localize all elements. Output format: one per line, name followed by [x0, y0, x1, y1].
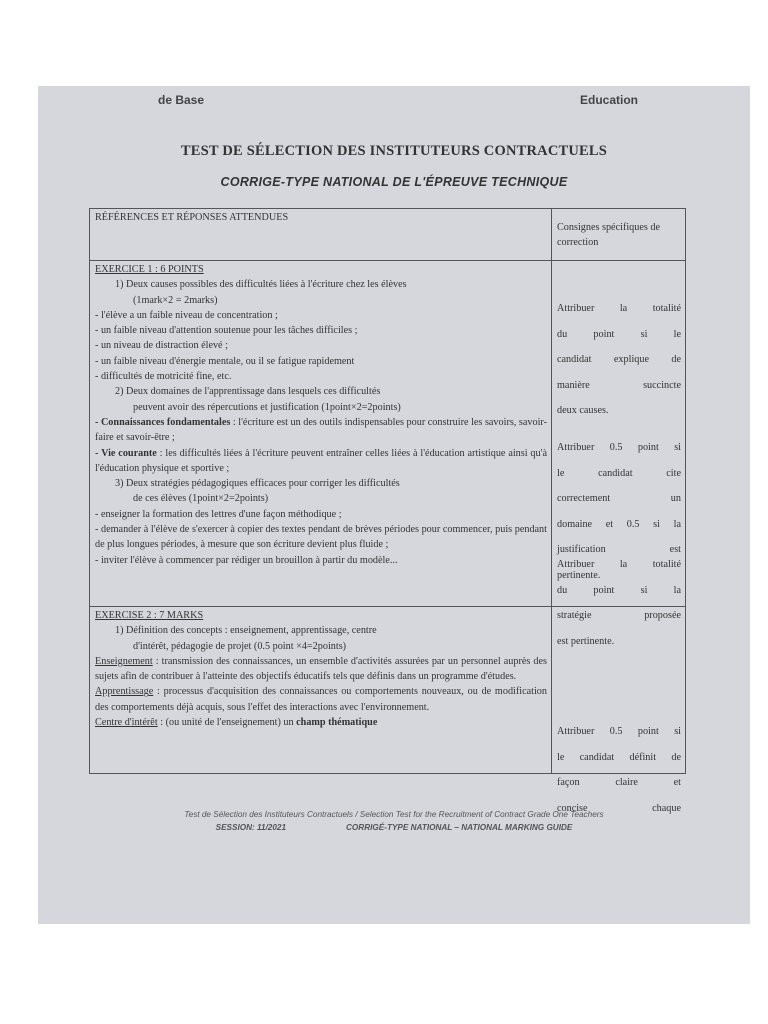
ex1-strategy-3: - inviter l'élève à commencer par rédiger un brouillon à partir du modèle... [95, 554, 398, 566]
consigne-line: du point si le [557, 328, 681, 340]
consigne-line: Attribuer la totalité [557, 559, 681, 571]
ex2-question-1: 1) Définition des concepts : enseignement, apprentissage, centre [115, 625, 377, 637]
ex1-strategy-1: - enseigner la formation des lettres d'une façon méthodique ; [95, 508, 342, 520]
footer-line-1: Test de Sélection des Instituteurs Contractuels / Selection Test for the Recruitment of Contract Grade One Teachers [184, 810, 604, 819]
ex2-def-enseignement-text: : transmission des connaissances, un ensemble d'activités assurées par un personnel auprès des sujets afin de contribuer à l'atteinte des objectifs éducatifs tels que définis dans un programme d'études. [95, 655, 547, 683]
ex1-domain-2-label: - Vie courante [95, 447, 157, 459]
consigne-line: Attribuer 0.5 point si [557, 726, 681, 738]
consigne-line: le candidat cite [557, 467, 681, 479]
document-title: TEST DE SÉLECTION DES INSTITUTEURS CONTRACTUELS [180, 143, 608, 159]
consigne-line: Attribuer la totalité [557, 303, 681, 315]
ex1-consigne-1 [557, 291, 681, 429]
ex1-question-3-cont: de ces élèves (1point×2=2points) [133, 493, 269, 505]
consigne-line: candidat explique de [557, 354, 681, 366]
document-subtitle: CORRIGE-TYPE NATIONAL DE L'ÉPREUVE TECHNIQUE [220, 175, 568, 189]
exercise-2-body [95, 608, 547, 730]
footer-line-2 [38, 823, 750, 832]
consigne-line: façon claire et [557, 777, 681, 789]
col2-header [557, 210, 681, 261]
ex1-domain-1-label: - Connaissances fondamentales [95, 416, 231, 428]
consigne-line: le candidat définit de [557, 751, 681, 763]
consigne-line: du point si la [557, 584, 681, 596]
ex1-domain-1-text: : l'écriture est un des outils indispensables pour construire les savoirs, savoir-faire et savoir-être ; [95, 416, 548, 444]
ex2-def-enseignement-label: Enseignement [95, 655, 153, 667]
consigne-line: stratégie proposée [557, 610, 681, 622]
ex1-question-1: 1) Deux causes possibles des difficultés liées à l'écriture chez les élèves [115, 279, 407, 291]
ex1-strategy-2: - demander à l'élève de s'exercer à copier des textes pendant de brèves périodes pour commencer, puis pendant de plus longues périodes, à mesure que son écriture devient plus fluide ; [95, 524, 547, 551]
ex2-def-enseignement [95, 654, 547, 685]
col2-header-text: Consignes spécifiques de correction [557, 222, 660, 249]
ex2-def-apprentissage [95, 684, 547, 715]
ex2-def-apprentissage-text: : processus d'acquisition des connaissances ou comportements nouveaux, ou de modification des comportements déjà acquis, sous l'effet des interactions avec l'environnement. [95, 686, 547, 713]
ex2-def-centre-interet-text: : (ou unité de l'enseignement) un [157, 717, 297, 729]
ex1-question-3: 3) Deux stratégies pédagogiques efficaces pour corriger les difficultés [115, 478, 400, 490]
consigne-line: justification est [557, 544, 681, 556]
exercise-1-body [95, 262, 547, 568]
consigne-line: concise chaque [557, 802, 681, 814]
marking-table [89, 208, 686, 814]
ex1-answer-5: - difficultés de motricité fine, etc. [95, 371, 232, 383]
consigne-line: domaine et 0.5 si la [557, 518, 681, 530]
ex2-def-centre-interet-bold: champ thématique [296, 717, 378, 729]
ex2-question-1-cont: d'intérêt, pédagogie de projet (0.5 point ×4=2points) [133, 640, 347, 652]
ex1-answer-4: - un faible niveau d'énergie mentale, ou il se fatigue rapidement [95, 355, 355, 367]
consigne-line: correctement un [557, 493, 681, 505]
ex1-question-2-cont: peuvent avoir des répercutions et justification (1point×2=2points) [133, 401, 401, 413]
header-left: de Base [158, 93, 205, 107]
ex1-domain-2-text: : les difficultés liées à l'écriture peuvent entraîner celles liées à l'éducation artistique ainsi qu'à l'éducation physique et sportive ; [95, 447, 547, 474]
ex1-consigne-3 [557, 547, 681, 659]
column-divider [551, 209, 552, 773]
ex1-answer-1: - l'élève a un faible niveau de concentration ; [95, 309, 278, 321]
ex1-domain-1 [95, 415, 547, 446]
ex2-def-centre-interet-label: Centre d'intérêt [95, 717, 158, 729]
consigne-line: manière succincte [557, 379, 681, 391]
footer-session: SESSION: 11/2021 [215, 823, 286, 832]
ex1-question-1-marks: (1mark×2 = 2marks) [133, 294, 218, 306]
ex1-domain-2 [95, 446, 547, 477]
col1-header: RÉFÉRENCES ET RÉPONSES ATTENDUES [95, 212, 289, 223]
ex1-answer-2: - un faible niveau d'attention soutenue pour les tâches difficiles ; [95, 325, 358, 337]
consigne-line: est pertinente. [557, 635, 615, 647]
consigne-line: deux causes. [557, 405, 609, 417]
footer-guide: CORRIGÉ-TYPE NATIONAL – NATIONAL MARKING GUIDE [346, 823, 573, 832]
ex1-question-2: 2) Deux domaines de l'apprentissage dans lesquels ces difficultés [115, 386, 381, 398]
consigne-line: Attribuer 0.5 point si [557, 442, 681, 454]
ex1-answer-3: - un niveau de distraction élevé ; [95, 340, 228, 352]
scanned-page [38, 86, 750, 924]
exercise-2-heading: EXERCISE 2 : 7 MARKS [95, 610, 204, 621]
ex2-def-apprentissage-label: Apprentissage [95, 686, 154, 698]
consigne-line: pertinente. [557, 569, 601, 581]
ex2-def-centre-interet [95, 715, 547, 730]
exercise-1-heading: EXERCICE 1 : 6 POINTS [95, 264, 204, 275]
header-right: Education [580, 93, 639, 107]
